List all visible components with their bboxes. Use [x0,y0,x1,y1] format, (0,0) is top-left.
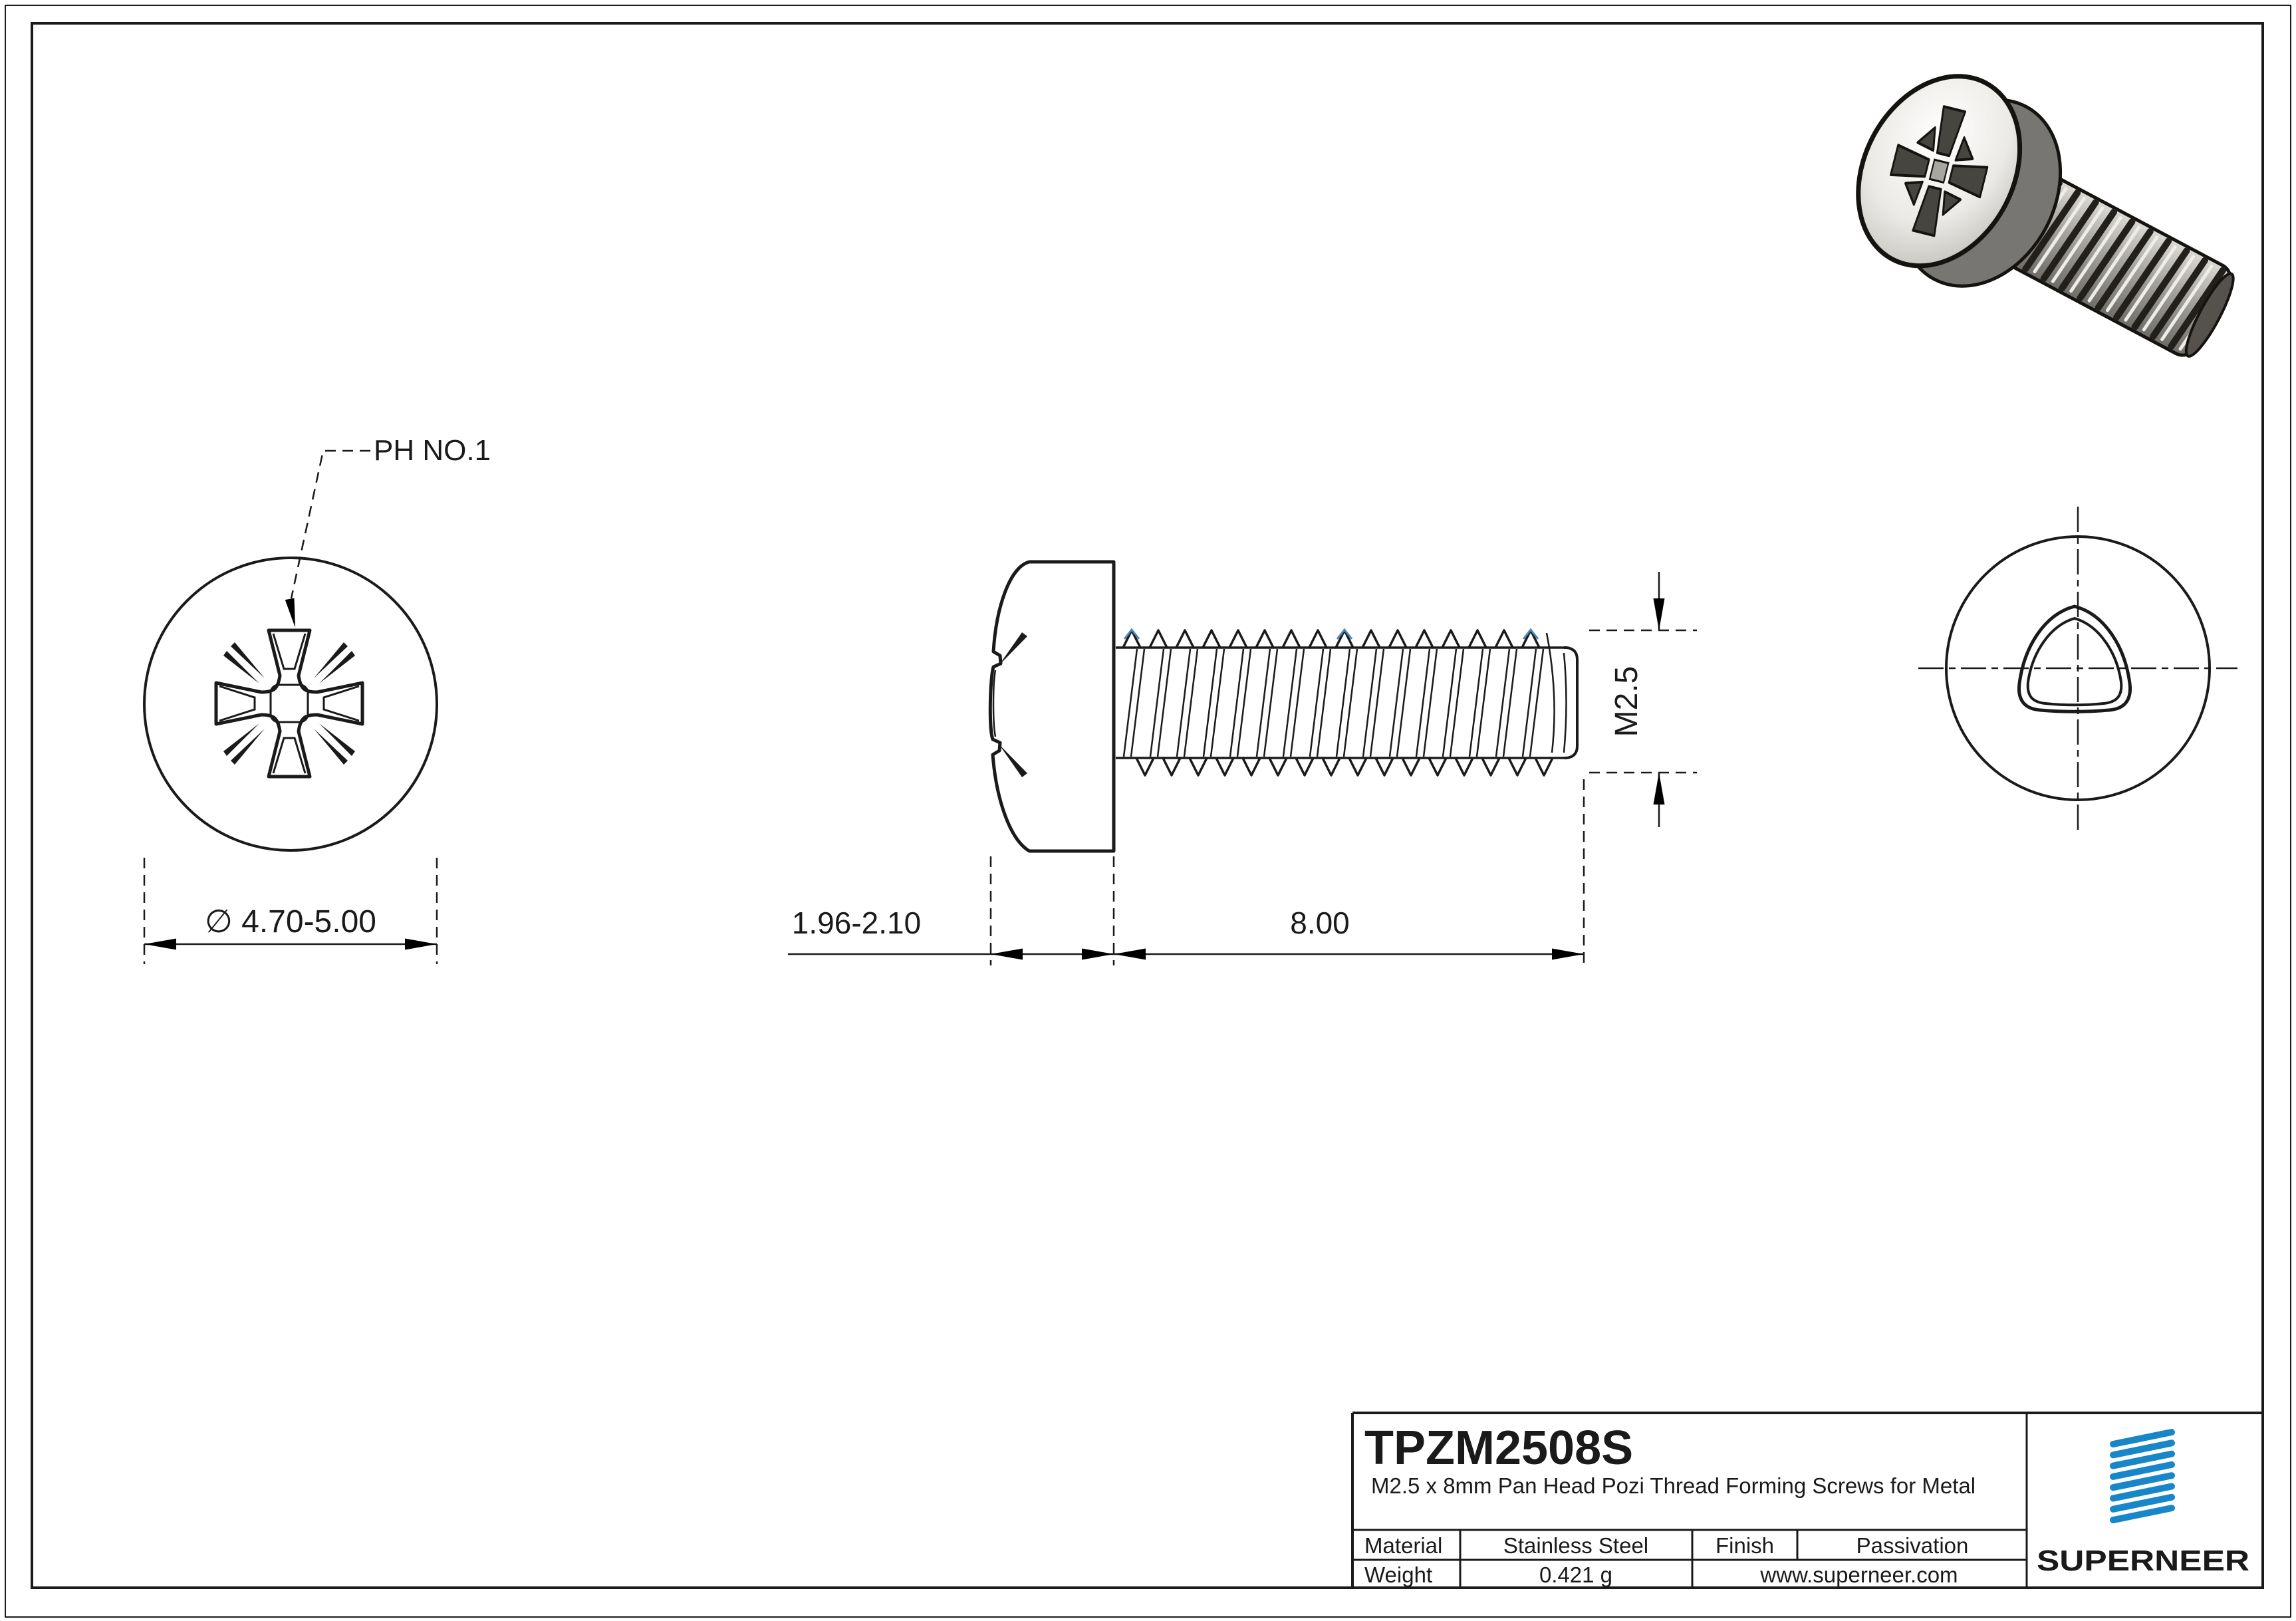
arrowhead [1082,949,1114,960]
thread-profile [1116,630,1577,775]
thread-length-value: 8.00 [1290,906,1350,940]
leader-arrowhead [285,598,300,628]
thread-size-value: M2.5 [1609,666,1644,737]
dim-bottom-group [788,779,1584,965]
leader-drive-size [285,434,491,628]
head-height-value: 1.96-2.10 [791,906,922,940]
trilobe-inner [2028,618,2122,705]
arrowhead-up [1654,773,1665,805]
arrowhead [1552,949,1584,960]
title-block [1352,1413,2263,1588]
weight-value: 0.421 g [1539,1562,1613,1587]
head-recess-edge [993,670,995,737]
arrowhead-right [405,939,437,950]
logo-stripes-icon [2113,1432,2172,1520]
part-description: M2.5 x 8mm Pan Head Pozi Thread Forming Screws for Metal [1371,1473,1976,1498]
view-side [788,562,1697,965]
arrowhead [1114,949,1146,960]
thread-flank-lines [1124,649,1543,757]
head-diameter-value: ∅ 4.70-5.00 [205,904,376,939]
head-recess-wings [999,632,1027,777]
part-number: TPZM2508S [1364,1422,1634,1475]
material-label: Material [1364,1533,1443,1558]
arrowhead-left [144,939,176,950]
superneer-logo [2037,1432,2249,1577]
pozi-recess-icon [216,630,362,777]
trilobular-section-icon [2019,606,2130,711]
screw-tip-chamfer [1564,653,1567,753]
view-head-front [144,434,491,964]
arrowhead [991,949,1023,960]
render-3d-screw [1827,48,2265,408]
arrowhead-down [1654,598,1665,630]
website-link[interactable]: www.superneer.com [1760,1562,1958,1587]
extension-lines [991,779,1584,965]
brand-text: SUPERNEER [2037,1545,2249,1577]
view-back [1918,507,2237,830]
thread-crests-bottom [1136,758,1553,775]
pozi-wing-marks [223,642,355,765]
dim-head-diameter [144,858,437,964]
finish-label: Finish [1715,1533,1775,1558]
dim-thread-size [1589,572,1697,827]
thread-crests-top [1123,630,1539,648]
trilobe-outer [2019,606,2130,711]
centerlines [1918,507,2237,830]
finish-value: Passivation [1856,1533,1969,1558]
last-thread-runout [1547,633,1555,753]
pozi-center-socket [271,685,308,722]
leader-line [291,451,370,598]
head-profile [990,562,1114,851]
weight-label: Weight [1364,1562,1433,1587]
material-value: Stainless Steel [1503,1533,1649,1558]
drive-size-label: PH NO.1 [374,434,491,467]
